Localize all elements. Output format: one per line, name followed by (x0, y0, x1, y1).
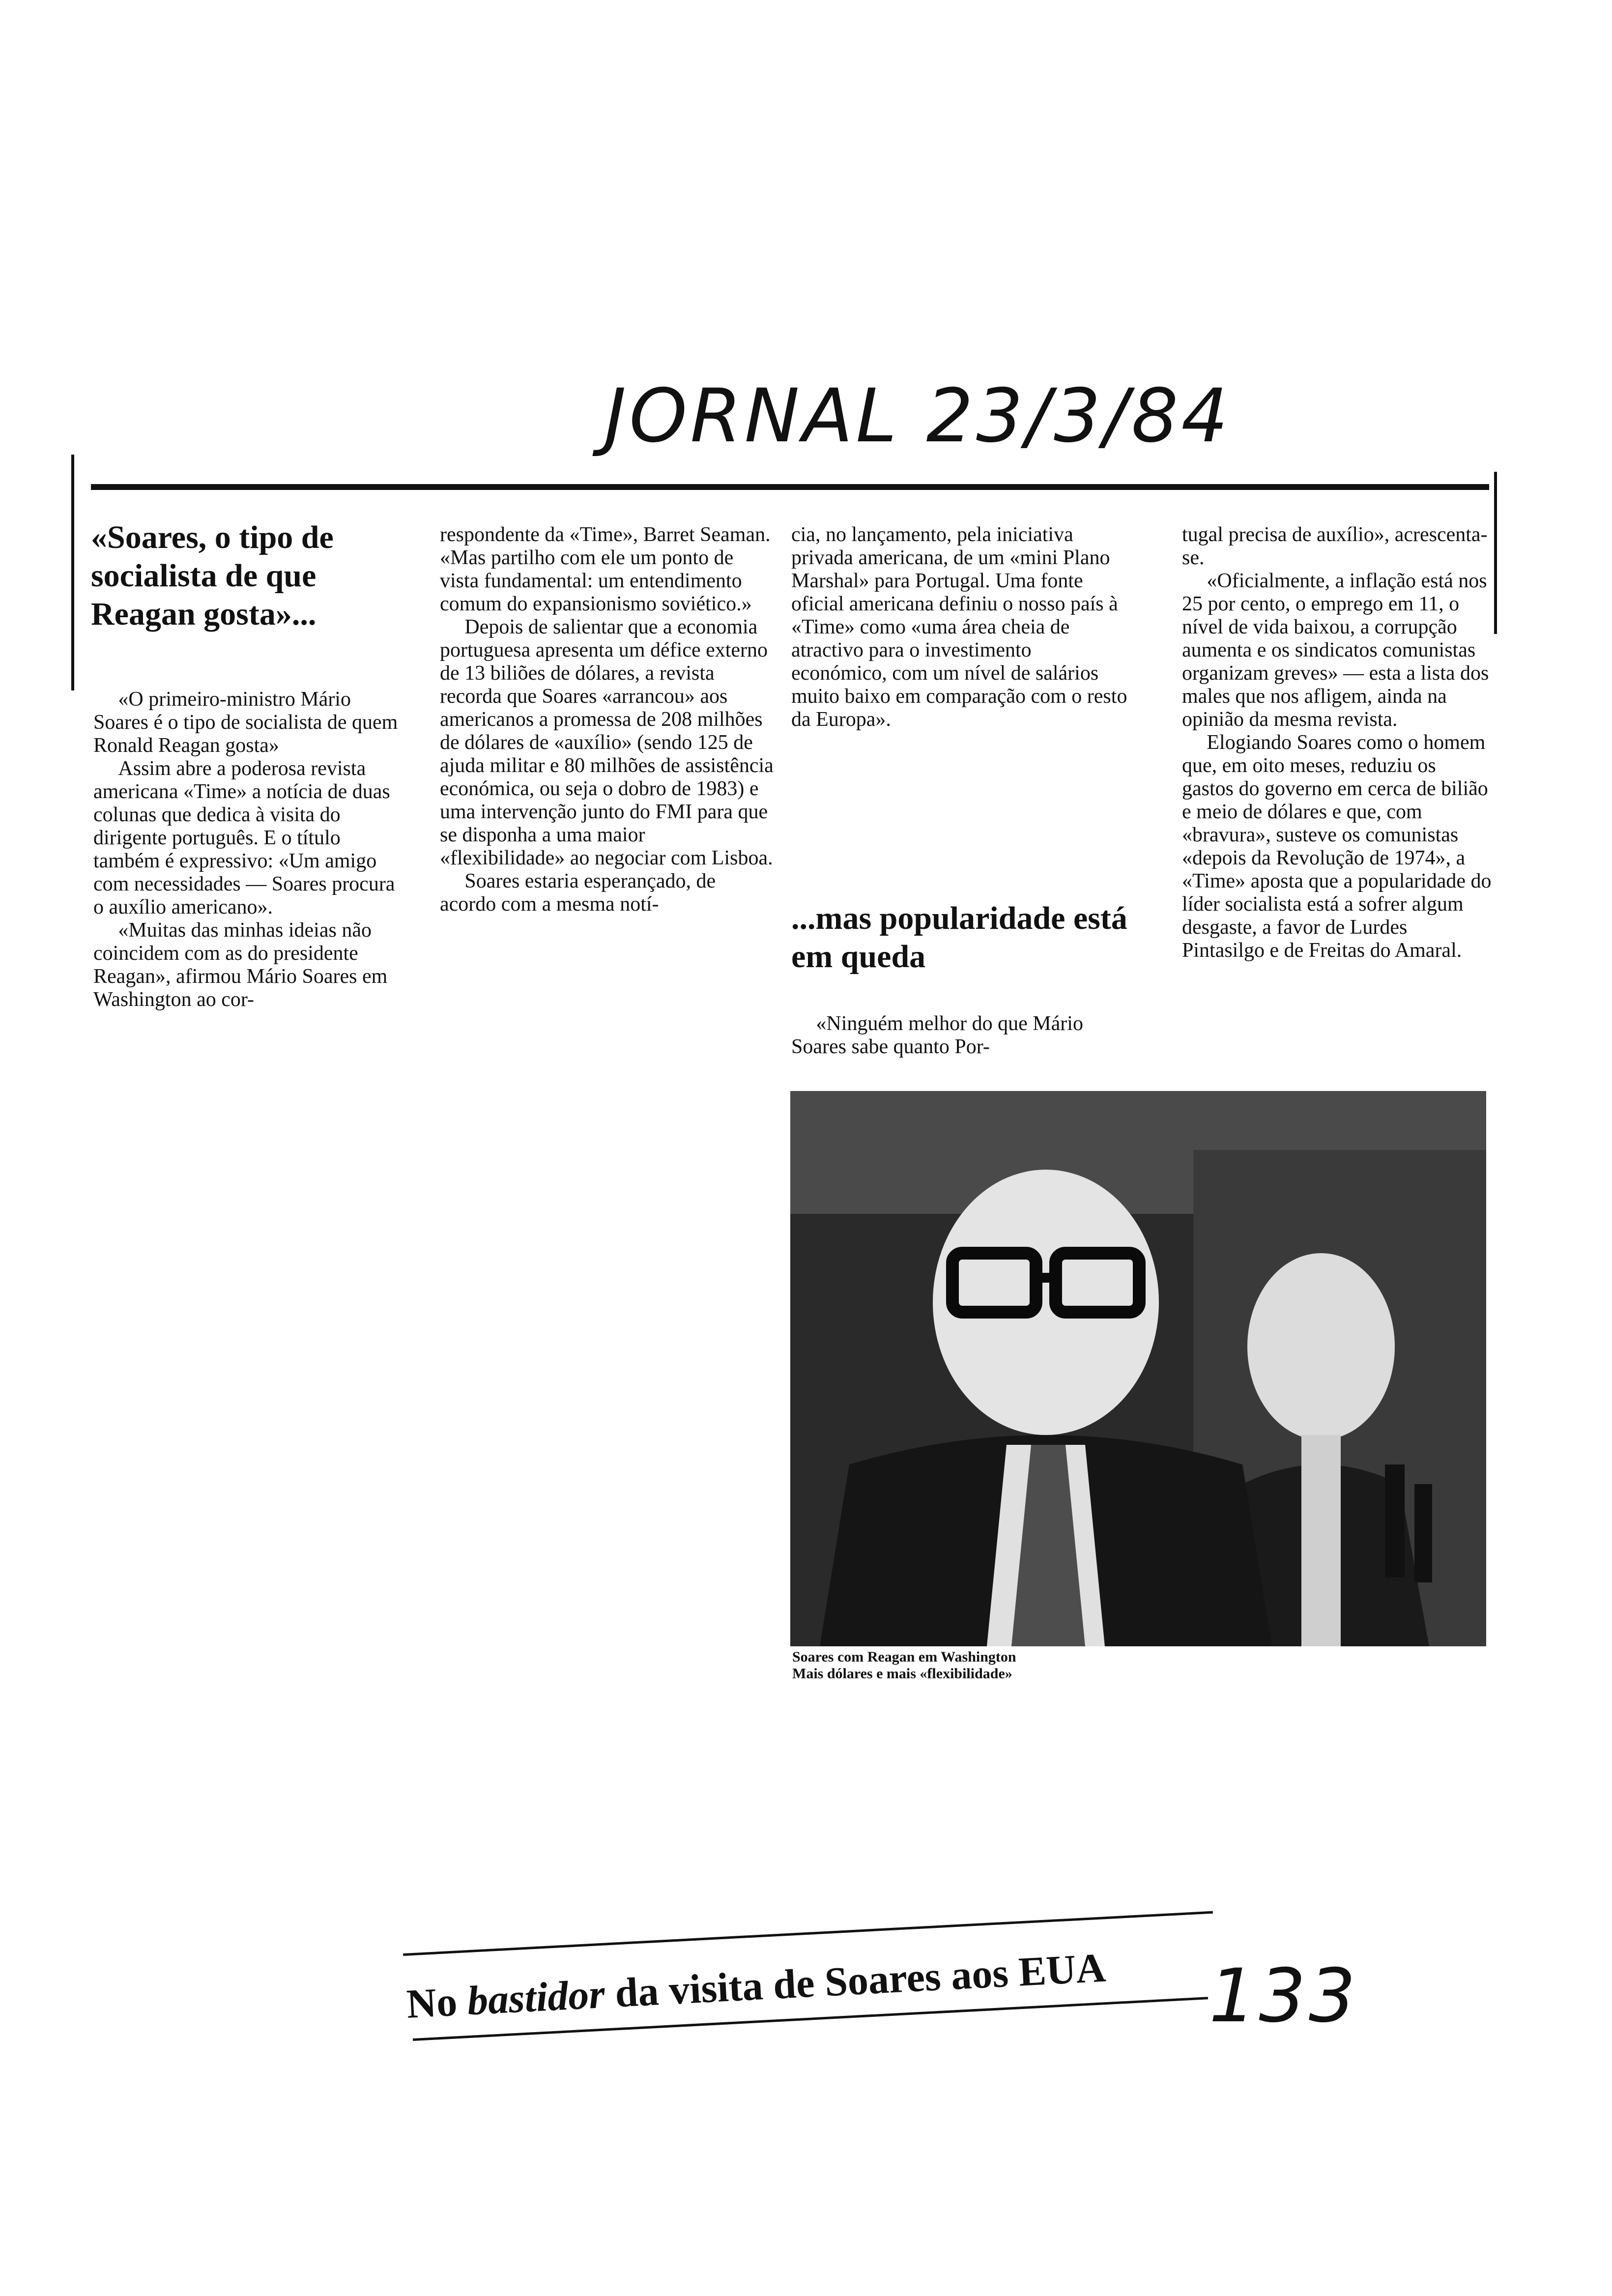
person-right-head (1247, 1253, 1395, 1440)
right-margin-bar (1494, 472, 1497, 634)
article2-column-2 (1182, 523, 1492, 962)
article1-column-2 (440, 523, 774, 916)
article1-column-3 (791, 523, 1130, 731)
paragraph: «Oficialmente, a inflação está nos 25 por cento, o emprego em 11, o nível de vida baixou, a corrupção aumenta e os sindicatos comunistas organizam greves» — esta a lista dos males que nos afligem, ainda na opinião da mesma revista. (1182, 570, 1489, 731)
paragraph: Elogiando Soares como o homem que, em oito meses, reduziu os gastos do governo em cerca de bilião e meio de dólares e que, com «bravura», susteve os comunistas «depois da Revolução de 1974», a «Time» aposta que a popularidade do líder socialista está a sofrer algum desgaste, a favor de Lurdes Pintasilgo e de Freitas do Amaral. (1182, 731, 1492, 962)
caption-line: Soares com Reagan em Washington (792, 1649, 1016, 1665)
photo-caption (792, 1649, 1235, 1682)
section-footer-title (405, 1939, 1208, 2028)
paragraph: «Ninguém melhor do que Mário Soares sabe quanto Por- (791, 1012, 1083, 1058)
person-left-head (933, 1170, 1159, 1435)
article1-headline: «Soares, o tipo de socialista de que Reagan gosta»... (91, 519, 334, 632)
article2-headline: ...mas popularidade está em queda (791, 900, 1127, 975)
footer-italic: bastidor (466, 1971, 606, 2024)
paragraph: tugal precisa de auxílio», acrescenta-se. (1182, 523, 1488, 569)
paragraph: Depois de salientar que a economia portuguesa apresenta um défice externo de 13 biliões de dólares, a revista recorda que Soares «arrancou» aos americanos a promessa de 208 milhões de dólares de «auxílio» (sendo 125 de ajuda militar e 80 milhões de assistência económica, ou seja o dobro de 1983) e uma intervenção junto do FMI para que se disponha a uma maior «flexibilidade» ao negociar com Lisboa. (440, 616, 774, 869)
paragraph: Assim abre a poderosa revista americana «Time» a notícia de duas colunas que dedica à visita do dirigente português. E o título também é expressivo: «Um amigo com necessidades — Soares procura o auxílio americano». (93, 757, 395, 918)
paragraph: Soares estaria esperançado, de acordo com a mesma notí- (440, 870, 716, 916)
handwritten-date-note: JORNAL 23/3/84 (604, 373, 1231, 459)
page-number: 133 (1209, 1953, 1359, 2039)
paragraph: «Muitas das minhas ideias não coincidem com as do presidente Reagan», afirmou Mário Soares em Washington ao cor- (93, 919, 388, 1011)
top-rule (91, 484, 1489, 490)
caption-line: Mais dólares e mais «flexibilidade» (792, 1665, 1012, 1682)
article2-column-1 (791, 1012, 1130, 1059)
microphone (1414, 1484, 1432, 1582)
article1-column-1 (93, 688, 408, 1011)
left-margin-bar (71, 455, 74, 690)
footer-suffix: da visita de Soares aos EUA (604, 1945, 1107, 2017)
footer-prefix: No (405, 1978, 469, 2028)
paragraph: «O primeiro-ministro Mário Soares é o tipo de socialista de quem Ronald Reagan gosta» (93, 688, 398, 757)
microphone (1385, 1464, 1405, 1578)
paragraph: cia, no lançamento, pela iniciativa privada americana, de um «mini Plano Marshal» para Portugal. Uma fonte oficial americana definiu o nosso país à «Time» como «uma área cheia de atractivo para o investimento económico, com um nível de salários muito baixo em comparação com o resto da Europa». (791, 523, 1127, 731)
paragraph: respondente da «Time», Barret Seaman. «Mas partilho com ele um ponto de vista fundamental: um entendimento comum do expansionismo soviético.» (440, 523, 771, 615)
news-photo (790, 1091, 1486, 1646)
